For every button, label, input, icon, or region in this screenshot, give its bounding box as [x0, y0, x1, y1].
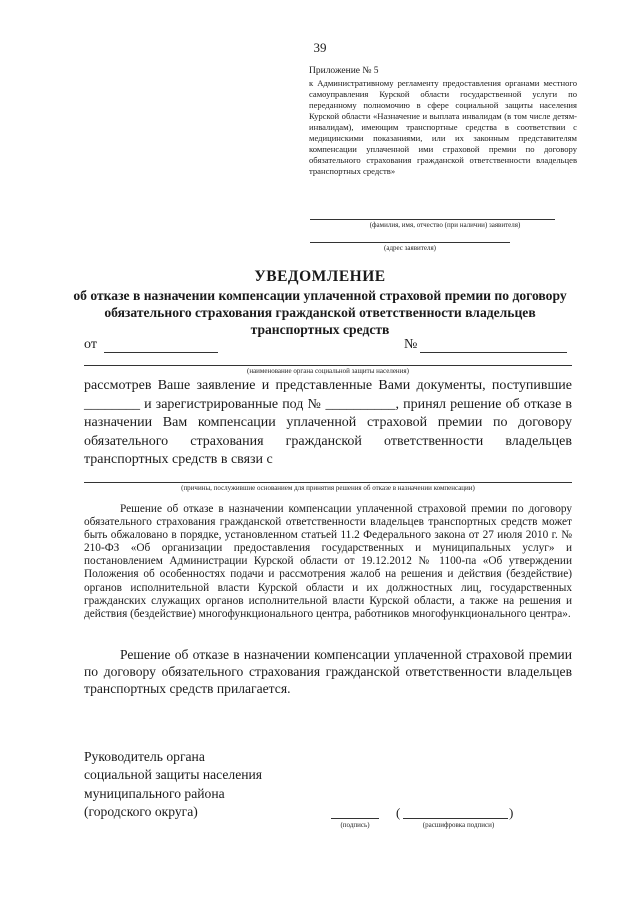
applicant-name-caption: (фамилия, имя, отчество (при наличии) заявителя) [369, 221, 521, 229]
from-label: от [84, 337, 97, 352]
signatory-line-2: социальной защиты населения [84, 767, 263, 783]
applicant-name-line [310, 219, 555, 220]
applicant-address-caption: (адрес заявителя) [384, 244, 436, 252]
organ-name-caption: (наименование органа социальной защиты населения) [247, 367, 409, 375]
from-date-line [104, 352, 218, 353]
grounds-caption: (причины, послужившие основанием для принятия решения об отказе в назначении компенсации) [181, 484, 475, 492]
signature-line [331, 818, 379, 819]
page-number: 39 [313, 40, 327, 55]
grounds-line [84, 482, 572, 483]
notice-title: УВЕДОМЛЕНИЕ [254, 268, 386, 285]
open-paren: ( [396, 805, 401, 820]
body-paragraph: рассмотрев Ваше заявление и представленные Вами документы, поступившие ________ и зарегистрированные под № __________, принял решение об отказе в назначении Вам компенсации уплаченной страховой премии по договору обязательного страхования гражданской ответственности владельцев транспортных средств в связи с [84, 378, 572, 468]
closing-paragraph: Решение об отказе в назначении компенсации уплаченной страховой премии по договору обязательного страхования гражданской ответственности владельцев транспортных средств прилагается. [84, 647, 572, 697]
document-number-line [420, 352, 567, 353]
appendix-text: к Административному регламенту предоставления органами местного самоуправления Курской области государственной услуги по переданному полномочию в сфере социальной защиты населения Курской области «Назначение и выплата инвалидам (в том числе детям-инвалидам), имеющим транспортные средства в соответствии с медицинскими показаниями, или их законным представителям компенсации уплаченной ими страховой премии по договору обязательного страхования гражданской ответственности владельцев транспортных средств» [309, 78, 577, 176]
appendix-title: Приложение № 5 [309, 66, 379, 76]
organ-name-line [84, 365, 572, 366]
signatory-line-1: Руководитель органа [84, 749, 205, 764]
signatory-line-4: (городского округа) [84, 803, 198, 819]
signature-caption: (подпись) [340, 821, 370, 829]
signature-decoding-line [403, 818, 508, 819]
signature-decoding-caption: (расшифровка подписи) [422, 821, 495, 829]
signatory-block [84, 748, 262, 821]
close-paren: ) [509, 805, 514, 820]
notice-subtitle: об отказе в назначении компенсации уплаченной страховой премии по договору обязательного страхования гражданской ответственности владельцев транспортных средств [73, 288, 567, 337]
applicant-address-line [310, 242, 510, 243]
appendix-block [309, 66, 577, 177]
signatory-line-3: муниципального района [84, 785, 225, 801]
number-label: № [404, 337, 418, 352]
appeal-paragraph: Решение об отказе в назначении компенсации уплаченной страховой премии по договору обязательного страхования гражданской ответственности владельцев транспортных средств может быть обжаловано в порядке, установленном статьей 11.2 Федерального закона от 27 июля 2010 г. № 210-ФЗ «Об организации предоставления государственных и муниципальных услуг» и постановлением Администрации Курской области от 19.12.2012 № 1100-па «Об утверждении Положения об особенностях подачи и рассмотрения жалоб на решения и действия (бездействие) органов исполнительной власти Курской области и их должностных лиц, государственных гражданских служащих органов исполнительной власти Курской области, а также на решения и действия (бездействие) многофункционального центра, работников многофункционального центра». [84, 503, 572, 620]
